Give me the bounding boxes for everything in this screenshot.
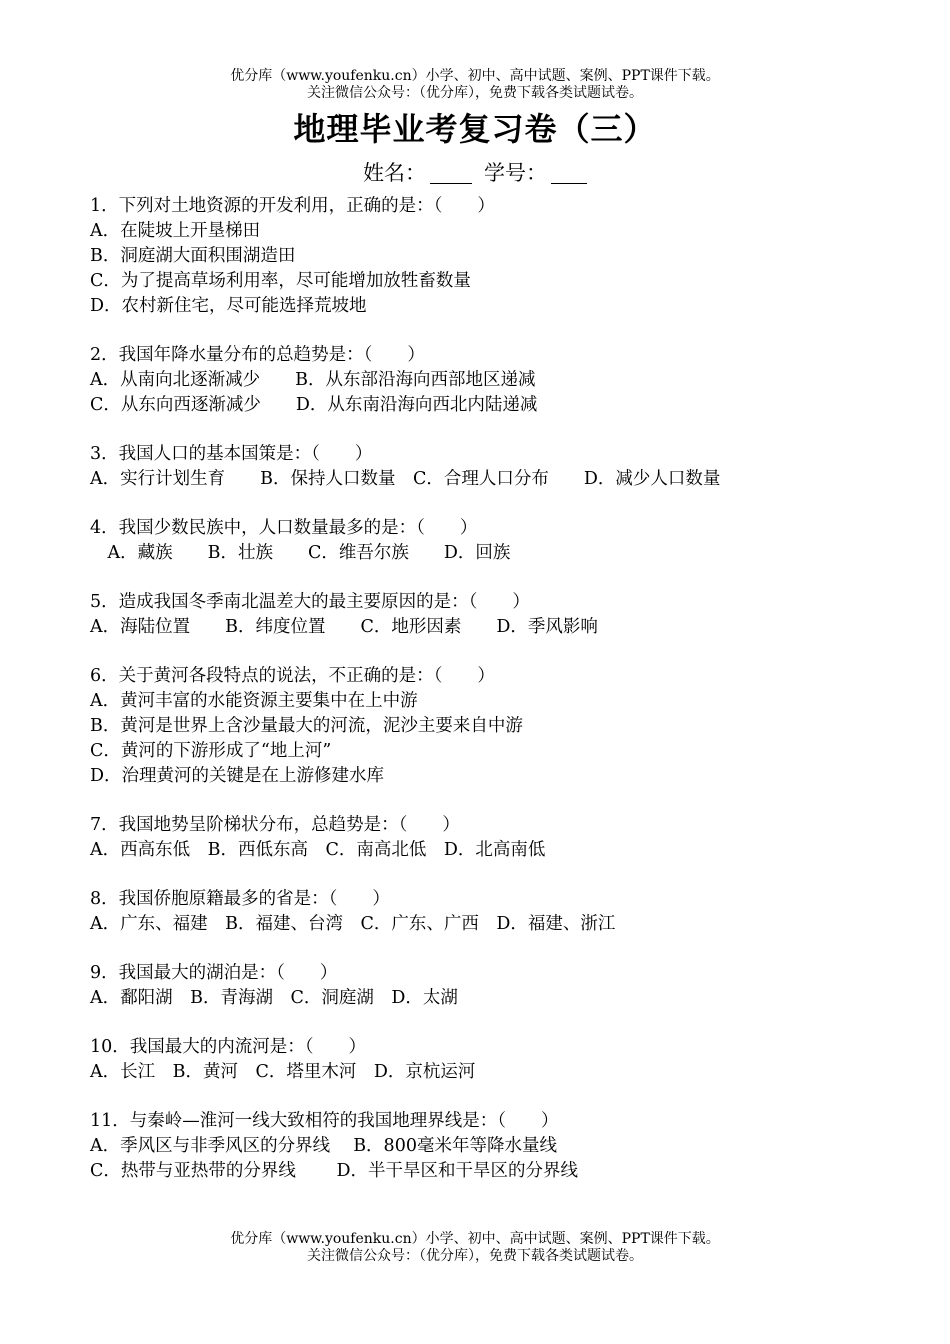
question-stem: 8．我国侨胞原籍最多的省是：（ ） [90, 889, 390, 909]
question-11 [90, 1109, 890, 1184]
options-row-1: A．季风区与非季风区的分界线 B．800毫米年等降水量线 [90, 1136, 557, 1156]
option-d: D．治理黄河的关键是在上游修建水库 [90, 766, 385, 786]
question-10 [90, 1035, 890, 1085]
options-row-2: C．从东向西逐渐减少 D．从东南沿海向西北内陆递减 [90, 395, 538, 415]
question-list [90, 194, 890, 1208]
options-row-1: A．海陆位置 B．纬度位置 C．地形因素 D．季风影响 [90, 617, 598, 637]
page-header [0, 68, 950, 102]
options-row-1: A．长江 B．黄河 C．塔里木河 D．京杭运河 [90, 1062, 476, 1082]
question-stem: 11．与秦岭—淮河一线大致相符的我国地理界线是：（ ） [90, 1111, 559, 1131]
option-a: A．黄河丰富的水能资源主要集中在上中游 [90, 691, 418, 711]
header-line-1: 优分库（www.youfenku.cn）小学、初中、高中试题、案例、PPT课件下载。 [230, 68, 720, 84]
options-row-1: A．从南向北逐渐减少 B．从东部沿海向西部地区递减 [90, 370, 536, 390]
option-b: B．黄河是世界上含沙量最大的河流，泥沙主要来自中游 [90, 716, 523, 736]
footer-line-2: 关注微信公众号：（优分库），免费下载各类试题试卷。 [307, 1248, 643, 1264]
header-line-2: 关注微信公众号：（优分库），免费下载各类试题试卷。 [307, 85, 643, 101]
question-3 [90, 442, 890, 492]
id-label: 学号： [484, 161, 547, 185]
question-7 [90, 813, 890, 863]
question-stem: 9．我国最大的湖泊是：（ ） [90, 963, 338, 983]
question-stem: 6．关于黄河各段特点的说法，不正确的是：（ ） [90, 666, 495, 686]
options-row-1: A．广东、福建 B．福建、台湾 C．广东、广西 D．福建、浙江 [90, 914, 616, 934]
question-stem: 2．我国年降水量分布的总趋势是：（ ） [90, 345, 425, 365]
question-stem: 10．我国最大的内流河是：（ ） [90, 1037, 367, 1057]
option-c: C．黄河的下游形成了“地上河” [90, 741, 332, 761]
options-row-1: A．实行计划生育 B．保持人口数量 C．合理人口分布 D．减少人口数量 [90, 469, 721, 489]
options-row-1: A．鄱阳湖 B．青海湖 C．洞庭湖 D．太湖 [90, 988, 458, 1008]
options-row-2: C．热带与亚热带的分界线 D．半干旱区和干旱区的分界线 [90, 1161, 578, 1181]
question-9 [90, 961, 890, 1011]
page-title: 地理毕业考复习卷（三） [293, 110, 657, 148]
student-info-row [0, 157, 950, 187]
option-b: B．洞庭湖大面积围湖造田 [90, 246, 296, 266]
footer-line-1: 优分库（www.youfenku.cn）小学、初中、高中试题、案例、PPT课件下载。 [230, 1231, 720, 1247]
page-footer [0, 1231, 950, 1265]
question-2 [90, 343, 890, 418]
question-5 [90, 590, 890, 640]
question-stem: 7．我国地势呈阶梯状分布，总趋势是：（ ） [90, 815, 460, 835]
option-c: C．为了提高草场利用率，尽可能增加放牲畜数量 [90, 271, 471, 291]
id-blank[interactable] [551, 165, 587, 184]
name-label: 姓名： [363, 161, 426, 185]
question-1 [90, 194, 890, 319]
question-stem: 1．下列对土地资源的开发利用，正确的是：（ ） [90, 196, 495, 216]
question-8 [90, 887, 890, 937]
option-a: A．在陡坡上开垦梯田 [90, 221, 261, 241]
question-stem: 4．我国少数民族中，人口数量最多的是：（ ） [90, 518, 478, 538]
option-d: D．农村新住宅，尽可能选择荒坡地 [90, 296, 367, 316]
name-blank[interactable] [430, 165, 472, 184]
question-stem: 5．造成我国冬季南北温差大的最主要原因的是：（ ） [90, 592, 530, 612]
options-row-1: A．西高东低 B．西低东高 C．南高北低 D．北高南低 [90, 840, 546, 860]
question-stem: 3．我国人口的基本国策是：（ ） [90, 444, 373, 464]
question-6 [90, 664, 890, 789]
options-row-1: A．藏族 B．壮族 C．维吾尔族 D．回族 [90, 543, 511, 563]
question-4 [90, 516, 890, 566]
